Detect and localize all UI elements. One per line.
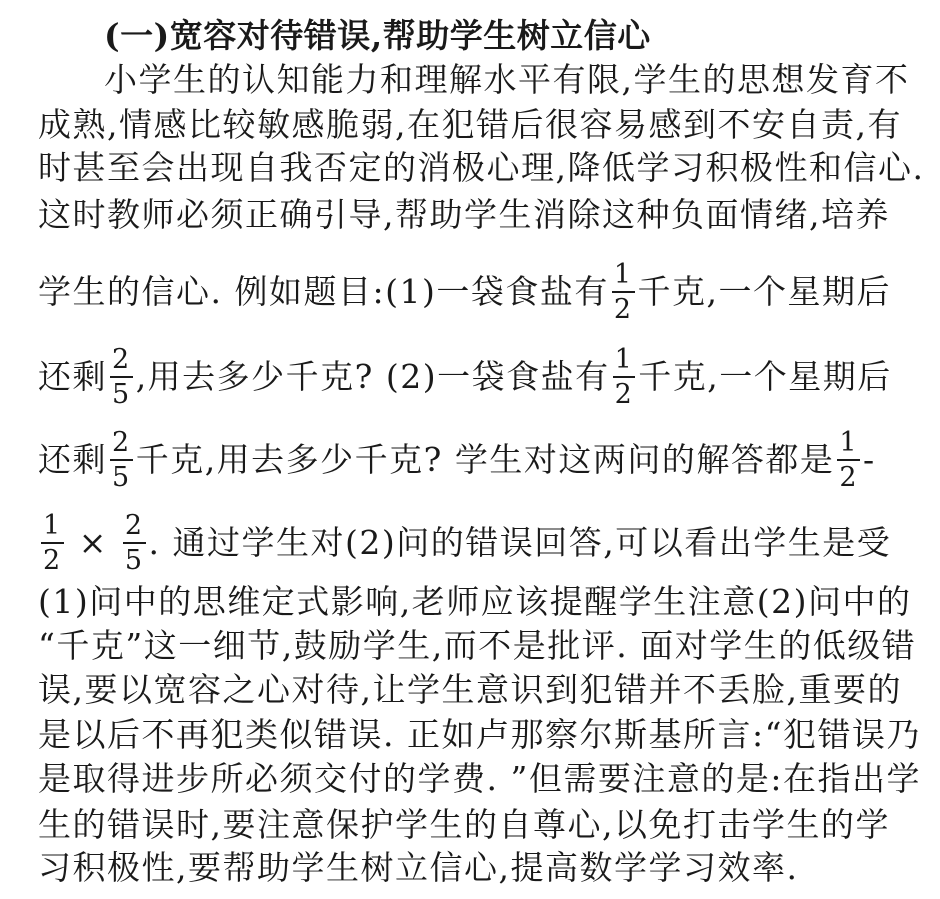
fraction-denominator: 2: [839, 462, 859, 493]
fraction-numerator: 1: [43, 510, 62, 541]
paragraph-line: 这时教师必须正确引导,帮助学生消除这种负面情绪,培养: [38, 195, 890, 234]
fraction-denominator: 2: [614, 379, 634, 410]
paragraph-line: (1)问中的思维定式影响,老师应该提醒学生注意(2)问中的: [38, 582, 912, 621]
multiply-sign: ×: [78, 523, 108, 562]
fraction-denominator: 5: [124, 545, 144, 576]
text-segment: 千克,用去多少千克? 学生对这两问的解答都是: [135, 440, 835, 479]
fraction-bar: [613, 376, 636, 378]
fraction-numerator: 1: [839, 427, 859, 458]
text-segment: 千克,一个星期后: [637, 272, 892, 311]
fraction-numerator: 1: [613, 259, 633, 290]
fraction-bar: [110, 376, 133, 378]
fraction-denominator: 5: [112, 462, 131, 493]
paragraph-line: 习积极性,要帮助学生树立信心,提高数学学习效率.: [38, 848, 799, 887]
fraction-bar: [41, 542, 64, 544]
fraction-denominator: 5: [112, 379, 131, 410]
fraction-bar: [837, 459, 860, 461]
fraction: [612, 261, 635, 323]
text-segment: 千克,一个星期后: [638, 357, 892, 396]
fraction: [110, 346, 133, 408]
paragraph-line: 误,要以宽容之心对待,让学生意识到犯错并不丢脸,重要的: [38, 670, 902, 709]
text-segment: ,用去多少千克? (2)一袋食盐有: [135, 357, 610, 396]
fraction-numerator: 2: [112, 344, 131, 375]
paragraph-line: “千克”这一细节,鼓励学生,而不是批评. 面对学生的低级错: [38, 626, 917, 665]
paragraph-line: 是以后不再犯类似错误. 正如卢那察尔斯基所言:“犯错误乃: [38, 715, 921, 754]
text-segment: . 通过学生对(2)问的错误回答,可以看出学生是受: [148, 523, 892, 562]
text-segment: 学生的信心. 例如题目:(1)一袋食盐有: [38, 272, 609, 311]
section-heading: (一)宽容对待错误,帮助学生树立信心: [104, 16, 651, 55]
fraction: [837, 429, 860, 491]
fraction: [613, 346, 636, 408]
fraction-bar: [123, 542, 146, 544]
fraction-bar: [110, 459, 133, 461]
text-segment: 还剩: [38, 357, 107, 396]
paragraph-line: 时甚至会出现自我否定的消极心理,降低学习积极性和信心.: [38, 148, 925, 187]
fraction-denominator: 2: [613, 294, 633, 325]
paragraph-line-math: [38, 344, 892, 410]
paragraph-line: 成熟,情感比较敏感脆弱,在犯错后很容易感到不安自责,有: [38, 105, 902, 144]
fraction-numerator: 1: [614, 344, 634, 375]
paragraph-line-math: [38, 510, 892, 576]
fraction: [41, 512, 64, 574]
fraction-numerator: 2: [124, 510, 144, 541]
fraction-bar: [612, 291, 635, 293]
fraction: [110, 429, 133, 491]
text-segment: 还剩: [38, 440, 107, 479]
fraction-denominator: 2: [43, 545, 62, 576]
minus-sign: -: [863, 440, 876, 479]
paragraph-line: 是取得进步所必须交付的学费. ”但需要注意的是:在指出学: [38, 759, 921, 798]
paragraph-line-math: [38, 259, 892, 325]
fraction-numerator: 2: [112, 427, 131, 458]
paragraph-line: 小学生的认知能力和理解水平有限,学生的思想发育不: [104, 60, 910, 99]
paragraph-line-math: [38, 427, 876, 493]
paragraph-line: 生的错误时,要注意保护学生的自尊心,以免打击学生的学: [38, 805, 890, 844]
fraction: [123, 512, 146, 574]
